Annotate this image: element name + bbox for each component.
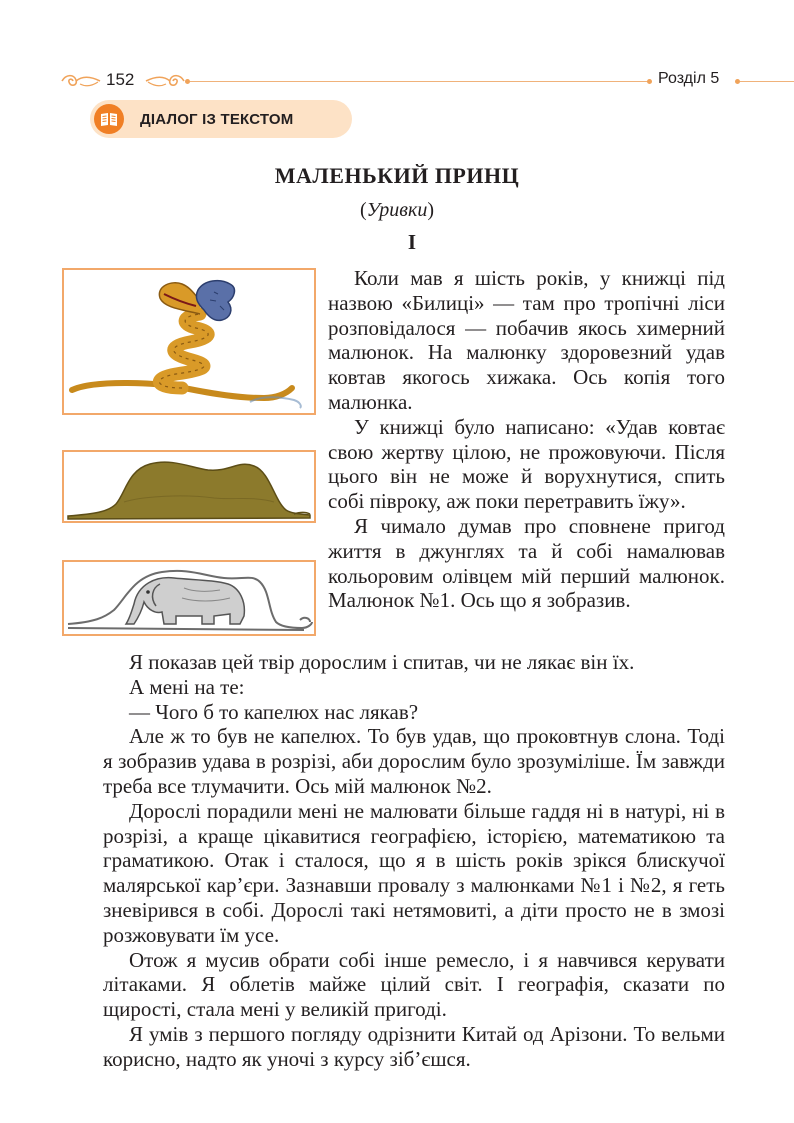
rule-dot-icon <box>184 78 191 85</box>
paragraph: Я чимало думав про сповнене пригод життя в джунглях та й собі намалював кольоровим олівцем мій перший малюнок. Малюнок №1. Ось що я зобразив. <box>328 513 725 613</box>
main-text-block <box>103 650 725 1072</box>
boa-hat-illustration <box>62 450 316 523</box>
snake-eating-beast-illustration <box>62 268 316 415</box>
header-rule-right <box>740 81 794 82</box>
story-subtitle: (Уривки) <box>359 199 435 221</box>
paragraph: Я показав цей твір дорослим і спитав, чи не лякає він їх. <box>129 650 635 674</box>
section-banner <box>90 100 352 138</box>
story-title: МАЛЕНЬКИЙ ПРИНЦ <box>274 163 520 188</box>
paragraph: Але ж то був не капелюх. То був удав, що проковтнув слона. Тоді я зобразив удава в розрізі, аби дорослим було зрозуміліше. Їм завжди треба все тлумачити. Ось мій малюнок №2. <box>103 724 725 798</box>
book-icon <box>94 104 124 134</box>
page-number: 152 <box>106 70 135 89</box>
page-header <box>60 64 794 96</box>
left-ornament-icon <box>60 72 102 90</box>
paragraph: Отож я мусив обрати собі інше ремесло, і я навчився керувати літаками. Я облетів майже цілий світ. І географія, сказати по щирості, стала мені у великій пригоді. <box>103 947 725 1022</box>
header-rule-left <box>190 81 648 82</box>
side-text-block <box>328 266 725 613</box>
boa-elephant-illustration <box>62 560 316 636</box>
paragraph: А мені на те: <box>129 674 245 699</box>
paragraph: — Чого б то капелюх нас лякав? <box>129 699 419 724</box>
paragraph: Коли мав я шість років, у книжці під назвою «Билиці» — там про тропічні ліси розповідалося — побачив якось химерний малюнок. На малюнку здоровезний удав ковтав якогось хижака. Ось копія того малюнка. <box>328 266 725 414</box>
banner-label: ДІАЛОГ ІЗ ТЕКСТОМ <box>140 111 294 128</box>
rule-dot-icon <box>646 78 653 85</box>
section-number: I <box>407 230 417 254</box>
paragraph: Я умів з першого погляду одрізнити Китай од Арізони. То вельми корисно, надто як уночі з курсу зіб’єшся. <box>103 1021 725 1071</box>
right-ornament-icon <box>144 72 186 90</box>
paragraph: Дорослі порадили мені не малювати більше гаддя ні в натурі, ні в розрізі, а краще цікавитися географією, історією, математикою та граматикою. Отак і сталося, що я в шість років зрікся блискучої малярської кар’єри. Зазнавши провалу з малюнками №1 і №2, я геть зневірився в собі. Дорослі такі нетямовиті, а діти просто не в змозі розжовувати їм усе. <box>103 798 725 947</box>
chapter-label: Розділ 5 <box>658 70 720 87</box>
paragraph: У книжці було написано: «Удав ковтає свою жертву цілою, не прожовуючи. Після цього він не може й ворухнутися, спить собі півроку, аж поки перетравить їжу». <box>328 414 725 514</box>
